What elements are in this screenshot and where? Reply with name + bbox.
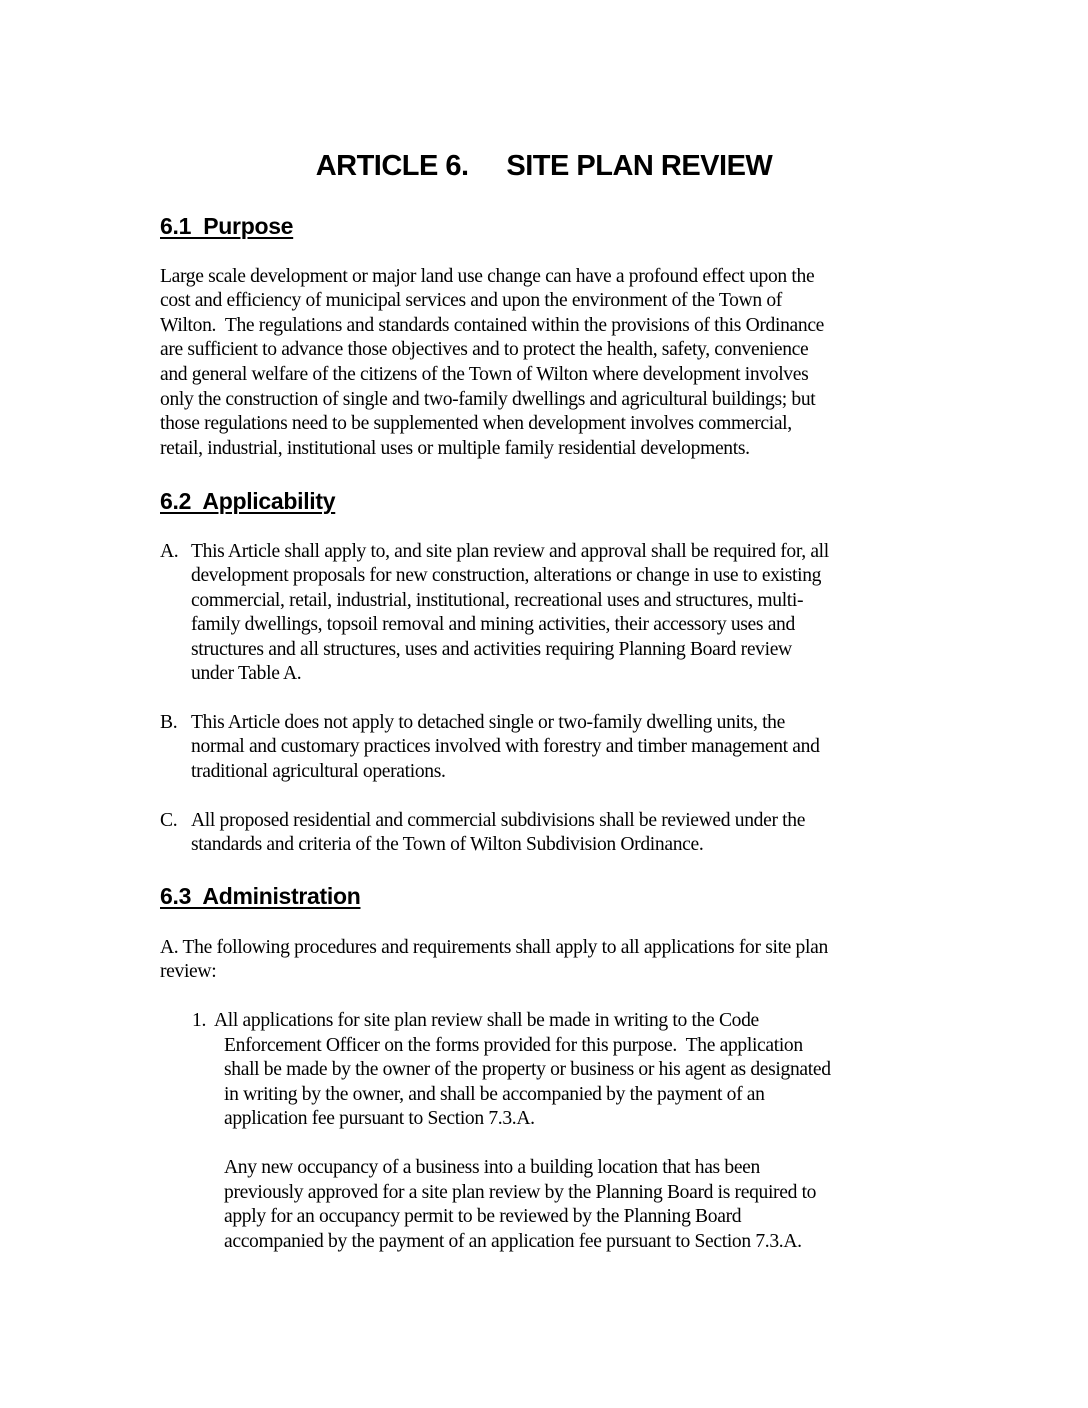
list-line: application fee pursuant to Section 7.3.A.: [224, 1108, 535, 1129]
list-line: family dwellings, topsoil removal and mining activities, their accessory uses and: [191, 614, 795, 635]
paragraph-line: and general welfare of the citizens of the Town of Wilton where development involves: [160, 364, 809, 385]
paragraph-line: Large scale development or major land use change can have a profound effect upon the: [160, 266, 815, 287]
list-line: shall be made by the owner of the property or business or his agent as designated: [224, 1059, 831, 1080]
paragraph-line: review:: [160, 961, 217, 982]
list-label: A.: [160, 541, 179, 562]
list-line: development proposals for new construction, alterations or change in use to existing: [191, 565, 822, 586]
list-line: This Article does not apply to detached single or two-family dwelling units, the: [191, 712, 785, 733]
list-line: traditional agricultural operations.: [191, 761, 446, 782]
list-line: All proposed residential and commercial subdivisions shall be reviewed under the: [191, 810, 806, 831]
paragraph-line: are sufficient to advance those objectives and to protect the health, safety, convenience: [160, 339, 809, 360]
list-label: C.: [160, 810, 178, 831]
list-line: structures and all structures, uses and activities requiring Planning Board review: [191, 639, 792, 660]
list-line: Any new occupancy of a business into a building location that has been: [224, 1157, 760, 1178]
paragraph-line: only the construction of single and two-family dwellings and agricultural buildings; but: [160, 389, 816, 410]
paragraph-line: retail, industrial, institutional uses or multiple family residential developments.: [160, 438, 750, 459]
list-label: B.: [160, 712, 178, 733]
paragraph-line: A. The following procedures and requirements shall apply to all applications for site plan: [160, 937, 828, 958]
list-line: apply for an occupancy permit to be reviewed by the Planning Board: [224, 1206, 742, 1227]
list-line: standards and criteria of the Town of Wilton Subdivision Ordinance.: [191, 834, 704, 855]
list-label: 1.: [192, 1010, 206, 1031]
article-title: ARTICLE 6. SITE PLAN REVIEW: [315, 150, 773, 182]
list-line: previously approved for a site plan review by the Planning Board is required to: [224, 1182, 817, 1203]
list-line: commercial, retail, industrial, institutional, recreational uses and structures, multi-: [191, 590, 804, 611]
list-line: accompanied by the payment of an application fee pursuant to Section 7.3.A.: [224, 1231, 802, 1252]
list-line: in writing by the owner, and shall be accompanied by the payment of an: [224, 1084, 765, 1105]
section-heading-administration: 6.3 Administration: [160, 883, 361, 909]
paragraph-line: those regulations need to be supplemented when development involves commercial,: [160, 413, 792, 434]
list-line: under Table A.: [191, 663, 302, 684]
list-line: normal and customary practices involved with forestry and timber management and: [191, 736, 820, 757]
paragraph-line: cost and efficiency of municipal services and upon the environment of the Town of: [160, 290, 782, 311]
list-line: This Article shall apply to, and site plan review and approval shall be required for, all: [191, 541, 829, 562]
list-line: All applications for site plan review shall be made in writing to the Code: [214, 1010, 759, 1031]
section-heading-applicability: 6.2 Applicability: [160, 488, 336, 514]
list-line: Enforcement Officer on the forms provided for this purpose. The application: [224, 1035, 803, 1056]
section-heading-purpose: 6.1 Purpose: [160, 213, 294, 239]
paragraph-line: Wilton. The regulations and standards contained within the provisions of this Ordinance: [160, 315, 825, 336]
